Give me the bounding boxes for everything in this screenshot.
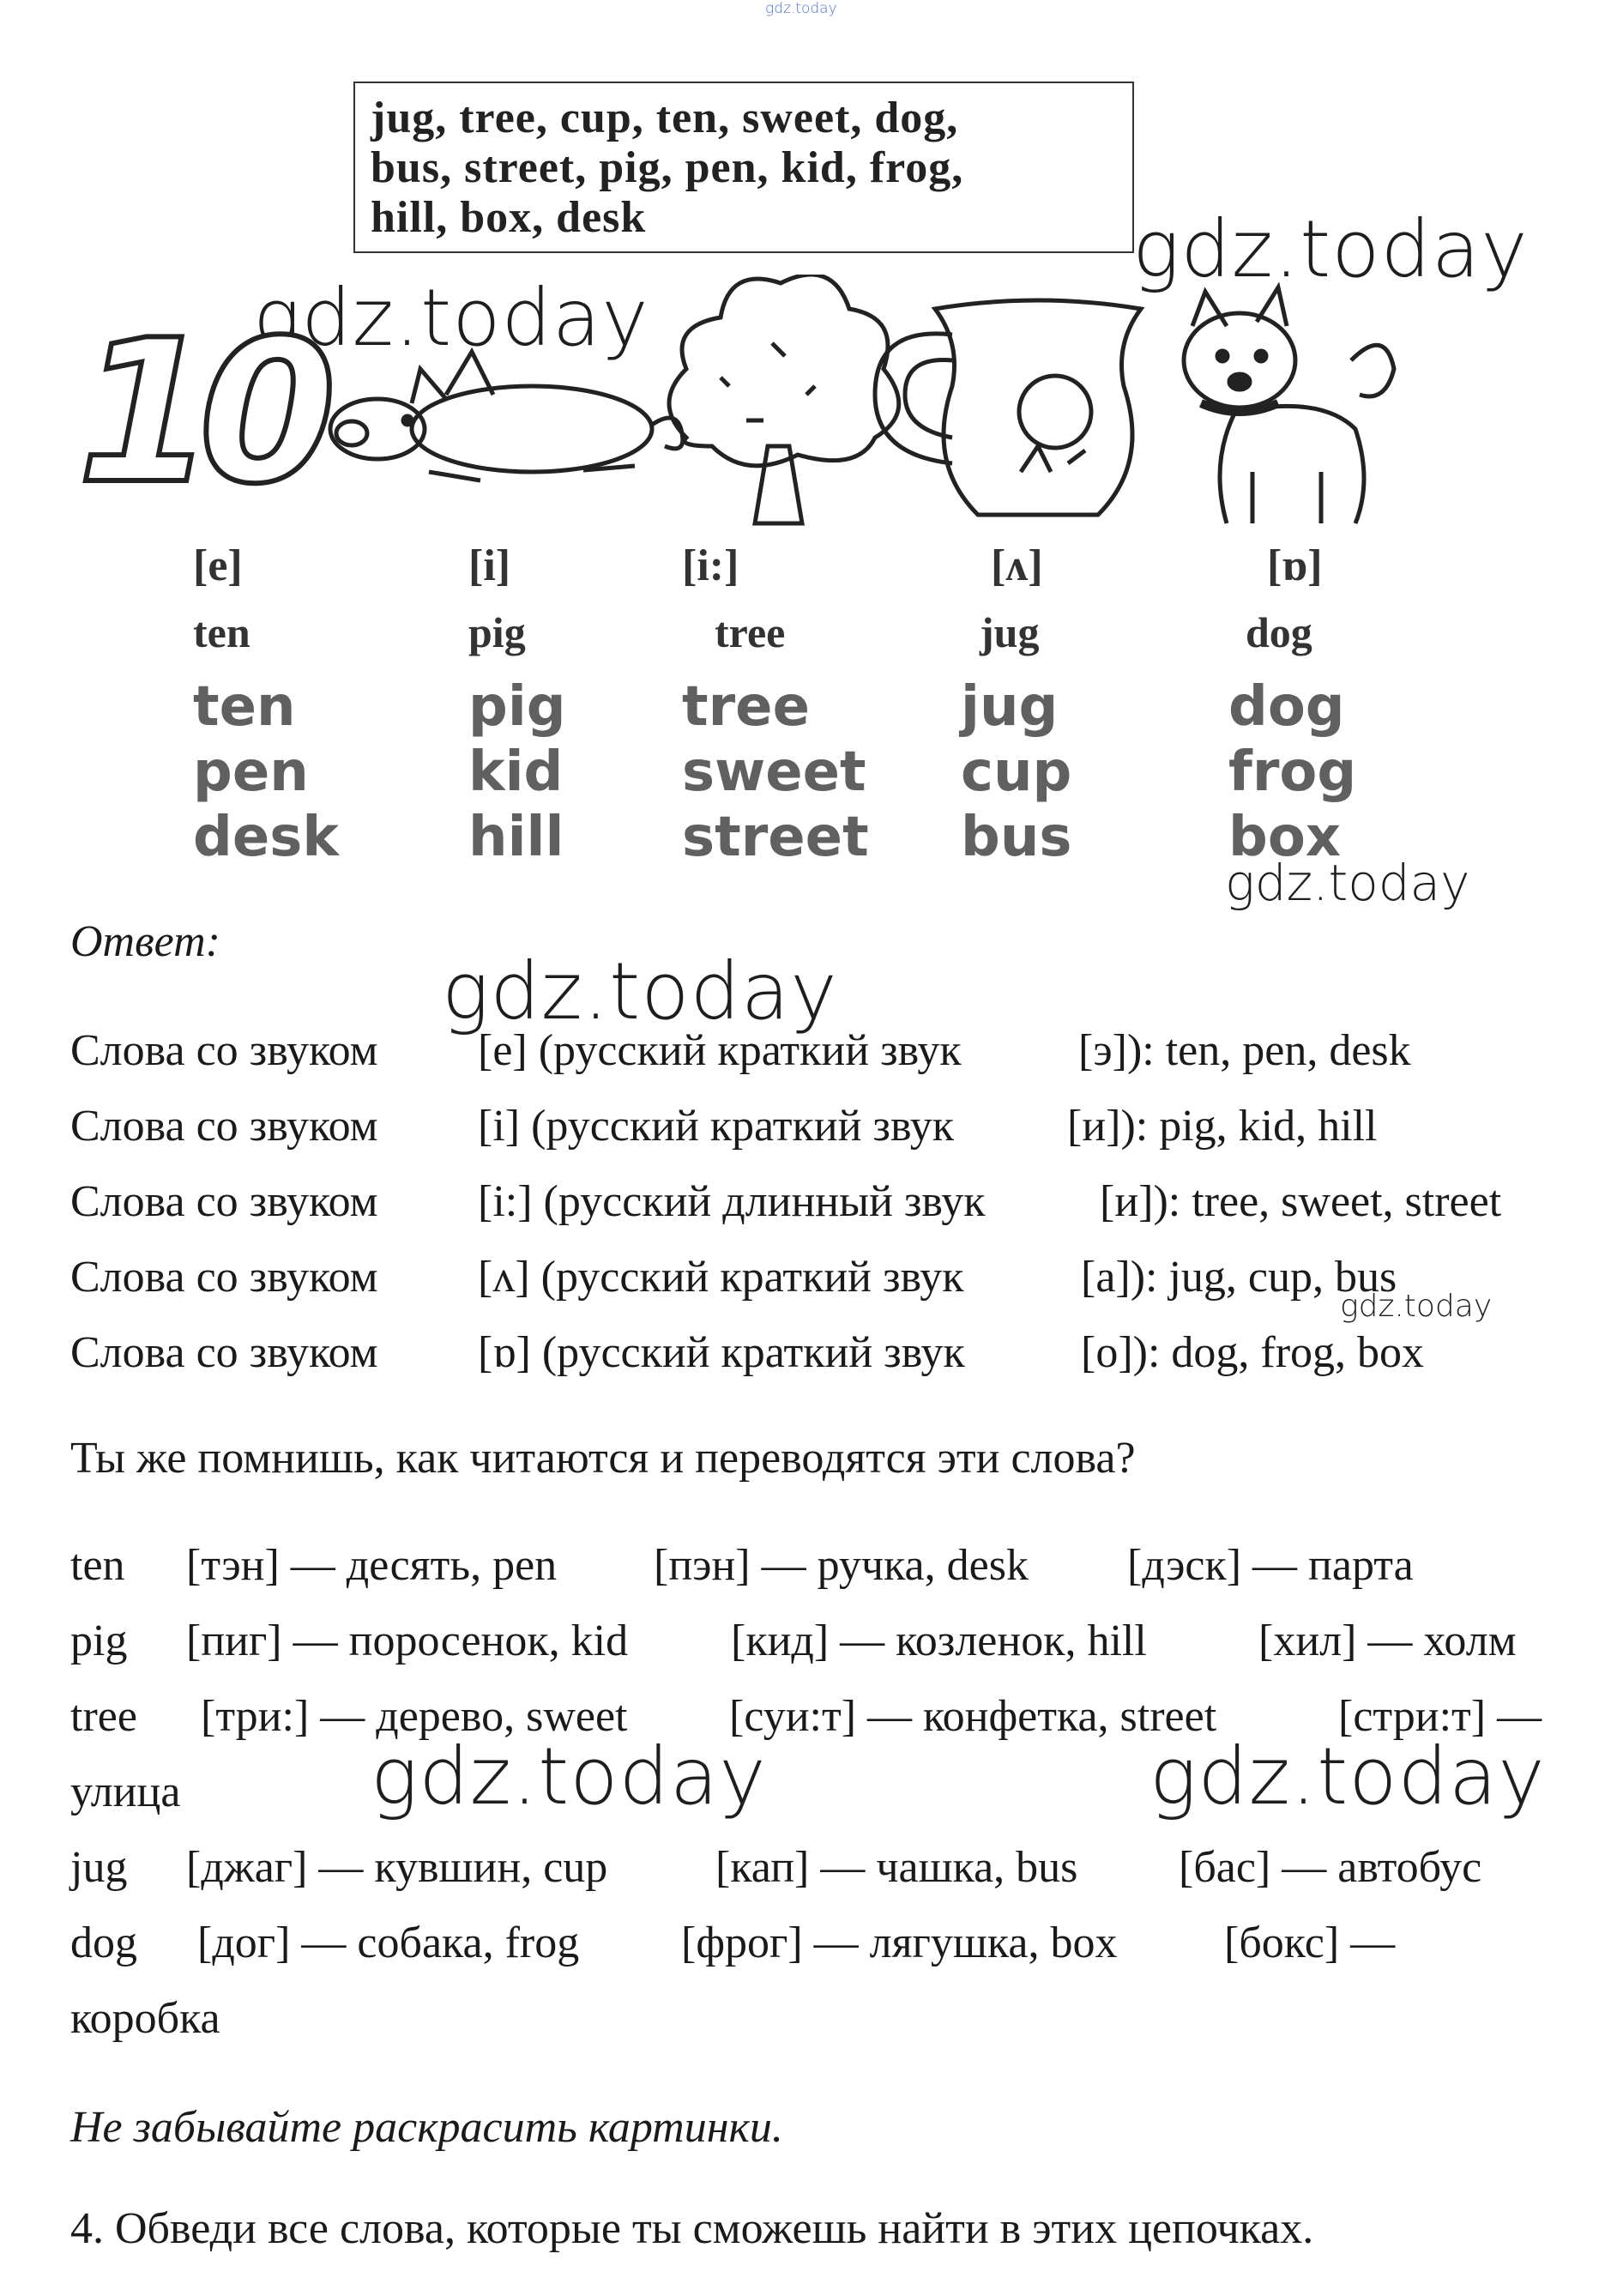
translation-word: ten xyxy=(70,1541,125,1590)
ipa-label: [ʌ] xyxy=(991,541,1043,590)
word-box-line: hill, box, desk xyxy=(371,193,647,242)
answer-line-b: [ɒ] (русский краткий звук xyxy=(478,1328,965,1377)
ipa-label: [ɒ] xyxy=(1267,541,1323,590)
column-word: cup xyxy=(961,740,1072,804)
answer-line-c: [o]): dog, frog, box xyxy=(1081,1328,1425,1377)
translation-part: [хил] — холм xyxy=(1258,1616,1517,1665)
word-box xyxy=(353,82,1134,253)
column-word: ten xyxy=(193,675,296,739)
watermark: gdz.today xyxy=(371,1731,767,1822)
exercise-number xyxy=(77,299,329,528)
answer-line-a: Слова со звуком xyxy=(70,1253,378,1302)
svg-text:10: 10 xyxy=(77,299,322,528)
column-heading: ten xyxy=(193,608,250,656)
column-word: street xyxy=(682,806,869,869)
answer-line-a: Слова со звуком xyxy=(70,1102,378,1151)
translation-part: [кап] — чашка, bus xyxy=(715,1843,1078,1892)
column-heading: jug xyxy=(980,608,1040,656)
answer-label: Ответ: xyxy=(70,917,220,966)
sound-column-o xyxy=(1228,541,1486,870)
answer-line-a: Слова со звуком xyxy=(70,1328,378,1377)
reminder-text: Не забывайте раскрасить картинки. xyxy=(70,2103,783,2152)
tree-icon xyxy=(669,275,899,523)
picture-row xyxy=(69,272,1407,532)
column-word: pen xyxy=(193,740,309,804)
column-word: frog xyxy=(1228,740,1357,804)
watermark: gdz.today xyxy=(1340,1289,1493,1324)
column-word: desk xyxy=(193,806,339,869)
translation-word: pig xyxy=(70,1616,128,1665)
sound-column-long-i xyxy=(682,541,939,870)
column-word: hill xyxy=(468,806,564,869)
column-word: kid xyxy=(468,740,564,804)
column-word: bus xyxy=(961,806,1072,869)
ipa-label: [e] xyxy=(193,541,243,590)
translation-word: dog xyxy=(70,1918,137,1967)
word-box-line: jug, tree, cup, ten, sweet, dog, xyxy=(371,94,959,142)
translation-part: [джаг] — кувшин, cup xyxy=(186,1843,608,1892)
translation-part: [пэн] — ручка, desk xyxy=(654,1541,1029,1590)
ipa-label: [i:] xyxy=(682,541,739,590)
column-heading: pig xyxy=(468,608,526,656)
pig-icon xyxy=(330,352,683,480)
watermark: gdz.today xyxy=(442,946,838,1037)
watermark: gdz.today xyxy=(1149,1731,1546,1822)
jug-icon xyxy=(875,300,1141,515)
answer-line-b: [i:] (русский длинный звук xyxy=(478,1177,986,1226)
answer-line-a: Слова со звуком xyxy=(70,1177,378,1226)
ipa-label: [i] xyxy=(468,541,511,590)
translation-part: [бокс] — xyxy=(1224,1918,1396,1967)
watermark: gdz.today xyxy=(1225,854,1470,912)
translation-part: [бас] — автобус xyxy=(1179,1843,1482,1892)
translation-part: [пиг] — поросенок, kid xyxy=(186,1616,629,1665)
column-word: pig xyxy=(468,675,566,739)
answer-line-b: [ʌ] (русский краткий звук xyxy=(478,1253,964,1302)
sound-column-wedge xyxy=(961,541,1218,870)
watermark: gdz.today xyxy=(1132,203,1529,295)
answer-line-c: [и]): pig, kid, hill xyxy=(1067,1102,1378,1151)
answer-line-b: [e] (русский краткий звук xyxy=(478,1026,962,1075)
translation-part: [кид] — козленок, hill xyxy=(731,1616,1147,1665)
translation-word: tree xyxy=(70,1692,137,1741)
column-word: box xyxy=(1228,806,1342,869)
answer-line-c: [и]): tree, sweet, street xyxy=(1100,1177,1502,1226)
watermark: gdz.today xyxy=(253,272,649,364)
word-box-line: bus, street, pig, pen, kid, frog, xyxy=(371,143,964,192)
translation-part: [суи:т] — конфетка, street xyxy=(729,1692,1217,1741)
translation-part: [тэн] — десять, pen xyxy=(186,1541,558,1590)
column-word: sweet xyxy=(682,740,866,804)
translation-part: [дэск] — парта xyxy=(1127,1541,1414,1590)
question-text: Ты же помнишь, как читаются и переводятся эти слова? xyxy=(70,1434,1136,1483)
translation-word: улица xyxy=(70,1767,181,1816)
translation-word: jug xyxy=(70,1843,128,1892)
answer-line-c: [a]): jug, cup, bus xyxy=(1081,1253,1397,1302)
translation-part: [дог] — собака, frog xyxy=(197,1918,580,1967)
task-4-text: 4. Обведи все слова, которые ты сможешь найти в этих цепочках. xyxy=(70,2204,1314,2253)
answer-line-b: [i] (русский краткий звук xyxy=(478,1102,955,1151)
translation-part: [три:] — дерево, sweet xyxy=(201,1692,628,1741)
answer-line-c: [э]): ten, pen, desk xyxy=(1078,1026,1411,1075)
column-word: tree xyxy=(682,675,810,739)
column-word: jug xyxy=(961,675,1059,739)
watermark-top: gdz.today xyxy=(765,0,837,17)
translation-part: [фрог] — лягушка, box xyxy=(681,1918,1118,1967)
dog-icon xyxy=(1184,287,1394,523)
translation-part: [стри:т] — xyxy=(1338,1692,1542,1741)
column-heading: tree xyxy=(715,608,786,656)
translation-word: коробка xyxy=(70,1994,220,2043)
column-heading: dog xyxy=(1246,608,1312,656)
sound-column-e xyxy=(193,541,450,870)
answer-line-a: Слова со звуком xyxy=(70,1026,378,1075)
column-word: dog xyxy=(1228,675,1345,739)
